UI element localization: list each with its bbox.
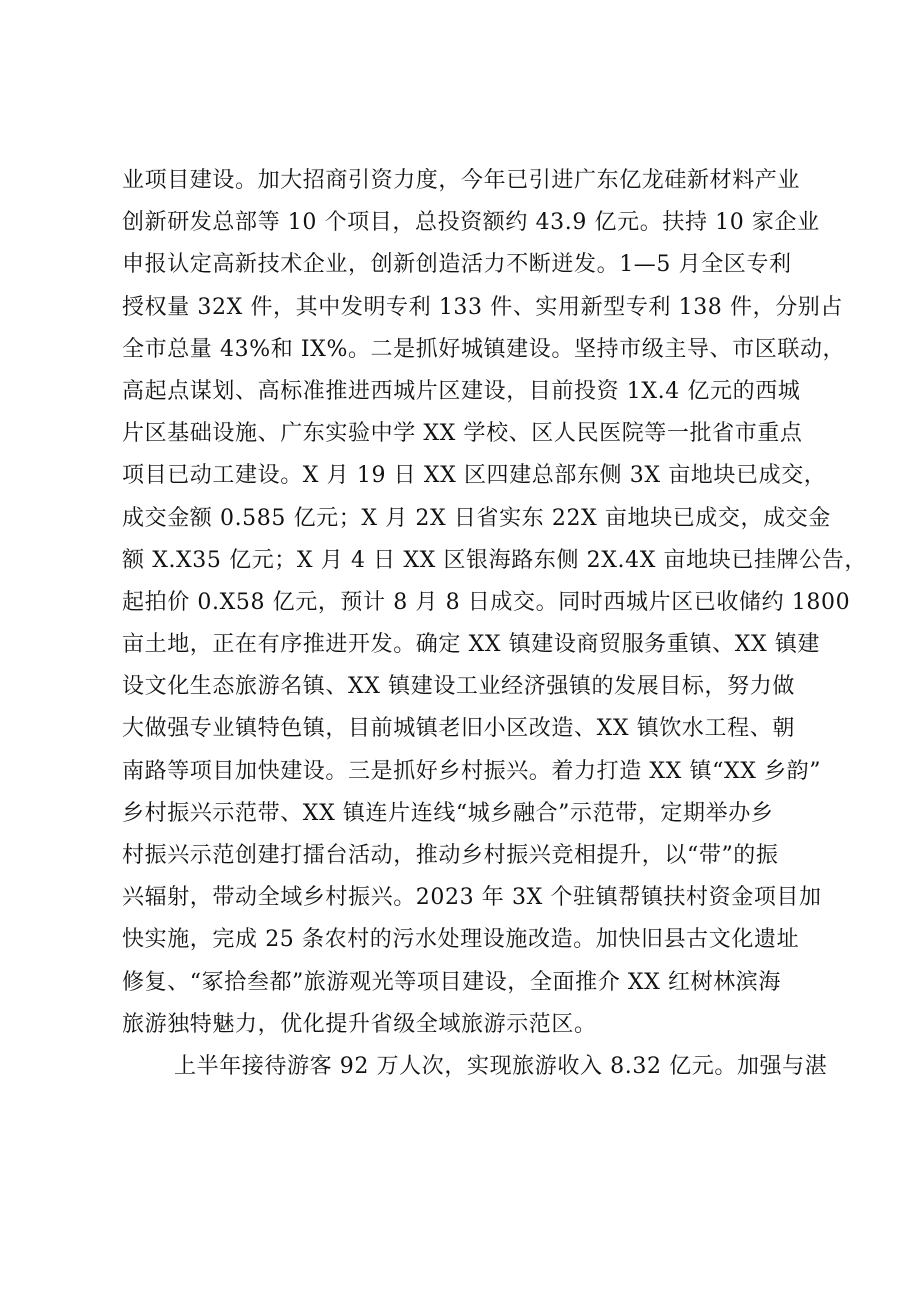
- text-line: 修复、“冢拾叁都”旅游观光等项目建设，全面推介 XX 红树林滨海: [122, 969, 782, 995]
- text-line: 项目已动工建设。X 月 19 日 XX 区四建总部东侧 3X 亩地块已成交，: [122, 463, 827, 489]
- text-line: 上半年接待游客 92 万人次，实现旅游收入 8.32 亿元。加强与湛: [174, 1053, 828, 1079]
- text-line: 旅游独特魅力，优化提升省级全域旅游示范区。: [122, 1011, 597, 1037]
- text-line: 设文化生态旅游名镇、XX 镇建设工业经济强镇的发展目标，努力做: [122, 674, 795, 700]
- text-line: 兴辐射，带动全域乡村振兴。2023 年 3X 个驻镇帮镇扶村资金项目加: [122, 885, 822, 911]
- text-line: 亩土地，正在有序推进开发。确定 XX 镇建设商贸服务重镇、XX 镇建: [122, 632, 821, 658]
- text-line: 高起点谋划、高标准推进西城片区建设，目前投资 1X.4 亿元的西城: [122, 378, 801, 404]
- text-line: 大做强专业镇特色镇，目前城镇老旧小区改造、XX 镇饮水工程、朝: [122, 716, 795, 742]
- text-line: 申报认定高新技术企业，创新创造活力不断迸发。1—5 月全区专利: [122, 252, 792, 278]
- text-line: 全市总量 43%和 IX%。二是抓好城镇建设。坚持市级主导、市区联动，: [122, 336, 846, 362]
- paragraph: [122, 1046, 828, 1088]
- paragraph: [122, 160, 867, 1046]
- text-line: 授权量 32X 件，其中发明专利 133 件、实用新型专利 138 件，分别占: [122, 294, 843, 320]
- text-line: 业项目建设。加大招商引资力度，今年已引进广东亿龙硅新材料产业: [122, 168, 801, 193]
- text-line: 成交金额 0.585 亿元；X 月 2X 日省实东 22X 亩地块已成交，成交金: [122, 505, 831, 531]
- text-line: 创新研发总部等 10 个项目，总投资额约 43.9 亿元。扶持 10 家企业: [122, 210, 820, 236]
- body-text: [122, 160, 867, 1088]
- text-line: 额 X.X35 亿元；X 月 4 日 XX 区银海路东侧 2X.4X 亩地块已挂牌公告，: [122, 547, 867, 573]
- text-line: 快实施，完成 25 条农村的污水处理设施改造。加快旧县古文化遗址: [122, 927, 800, 953]
- text-line: 南路等项目加快建设。三是抓好乡村振兴。着力打造 XX 镇“XX 乡韵”: [122, 758, 822, 784]
- text-line: 村振兴示范创建打擂台活动，推动乡村振兴竞相提升，以“带”的振: [122, 843, 779, 868]
- text-line: 乡村振兴示范带、XX 镇连片连线“城乡融合”示范带，定期举办乡: [122, 800, 774, 826]
- text-line: 起拍价 0.X58 亿元，预计 8 月 8 日成交。同时西城片区已收储约 1800: [122, 589, 851, 615]
- text-line: 片区基础设施、广东实验中学 XX 学校、区人民医院等一批省市重点: [122, 421, 803, 447]
